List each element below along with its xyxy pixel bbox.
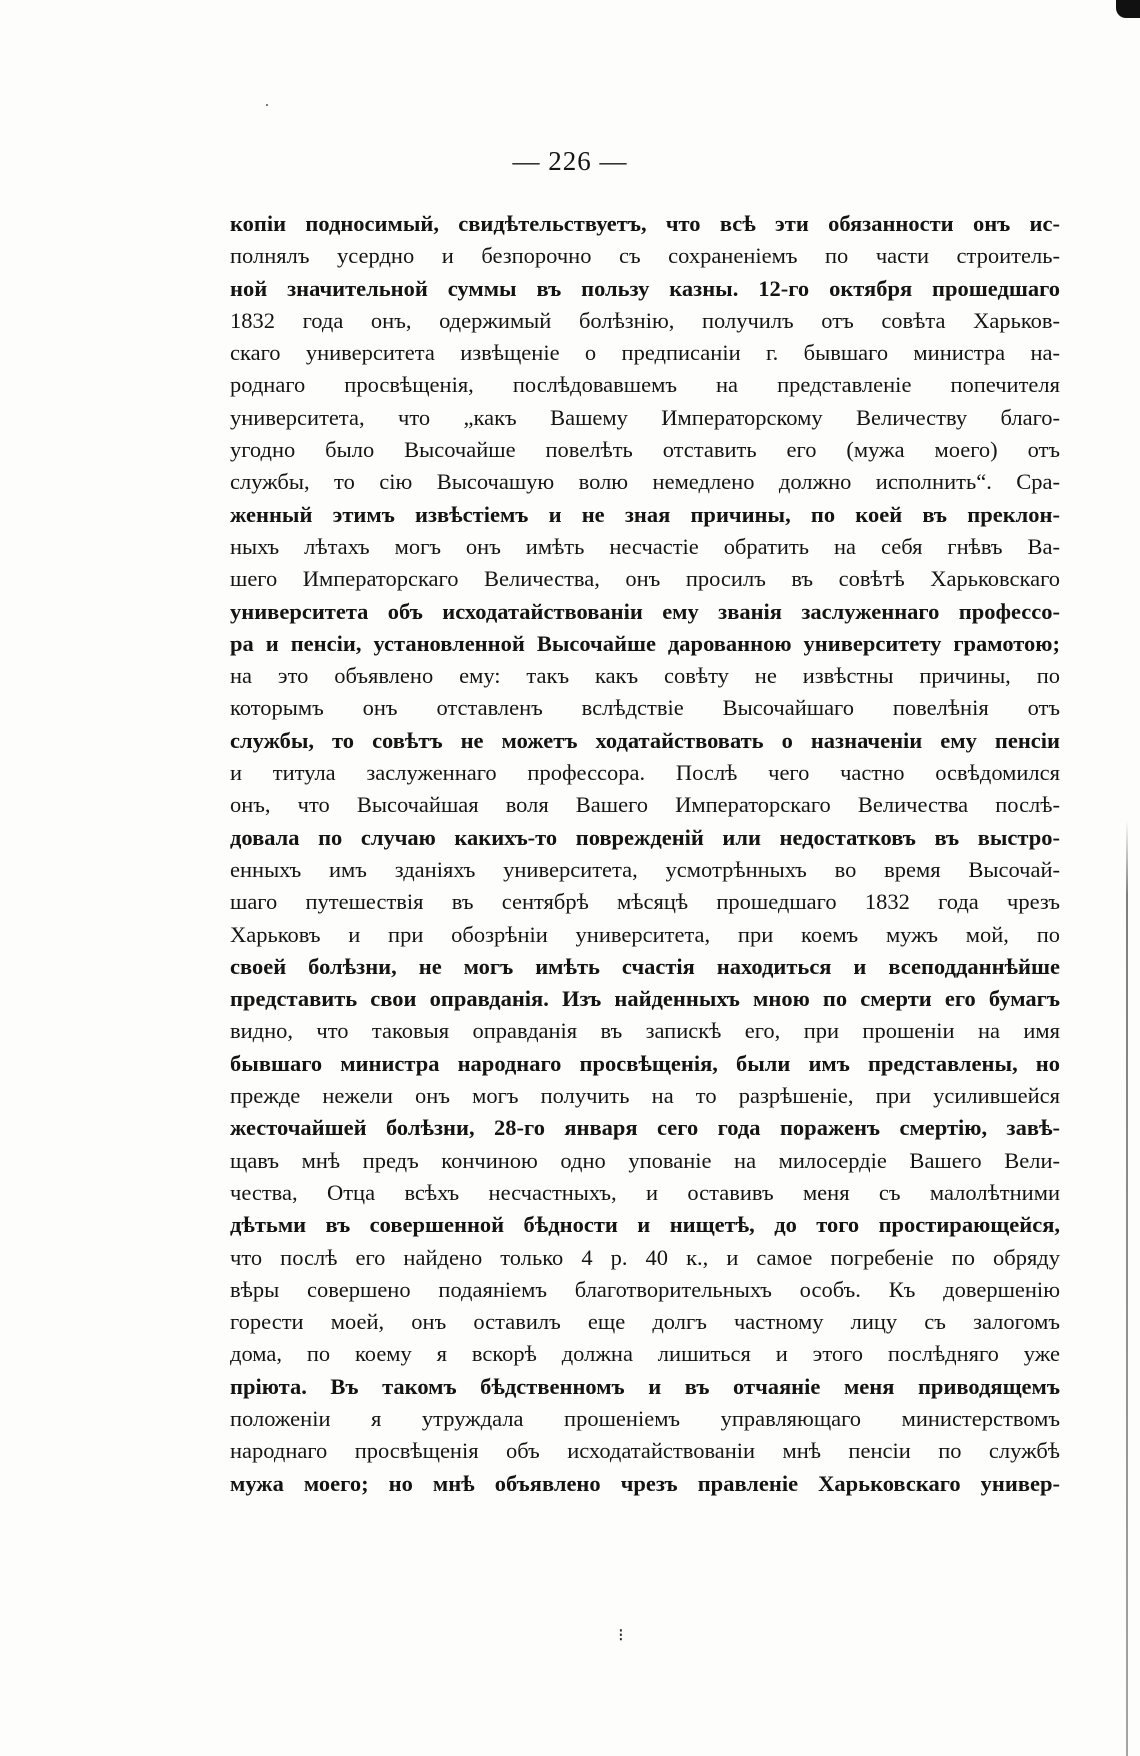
text-line: Харьковъ и при обозрѣніи университета, при коемъ мужъ мой, по — [230, 921, 1060, 947]
text-line: роднаго просвѣщенія, послѣдовавшемъ на представленіе попечителя — [230, 372, 1060, 398]
text-line: дѣтьми въ совершенной бѣдности и нищетѣ, до того простирающейся, — [230, 1212, 1060, 1238]
text-line: женный этимъ извѣстіемъ и не зная причины, по коей въ преклон- — [230, 501, 1060, 527]
text-line: представить свои оправданія. Изъ найденныхъ мною по смерти его бумагъ — [230, 986, 1060, 1012]
text-line: скаго университета извѣщеніе о предписаніи г. бывшаго министра на- — [230, 340, 1060, 366]
text-line: положеніи я утруждала прошеніемъ управляющаго министерствомъ — [230, 1405, 1060, 1431]
text-line: ныхъ лѣтахъ могъ онъ имѣть несчастіе обратить на себя гнѣвъ Ва- — [230, 533, 1060, 559]
text-line: ной значительной суммы въ пользу казны. 12-го октября прошедшаго — [230, 275, 1060, 301]
page-edge-shadow — [1126, 820, 1128, 1756]
text-line: на это объявлено ему: такъ какъ совѣту не извѣстны причины, по — [230, 663, 1060, 689]
text-line: вѣры совершено подаяніемъ благотворительныхъ особъ. Къ довершенію — [230, 1276, 1060, 1302]
text-line: мужа моего; но мнѣ объявлено чрезъ правленіе Харьковскаго универ- — [230, 1470, 1060, 1496]
text-line: дома, по коему я вскорѣ должна лишиться и этого послѣдняго уже — [230, 1341, 1060, 1367]
text-line: копіи подносимый, свидѣтельствуетъ, что всѣ эти обязанности онъ ис- — [230, 211, 1060, 236]
text-line: жесточайшей болѣзни, 28-го января сего года пораженъ смертію, завѣ- — [230, 1115, 1060, 1141]
scan-corner-artifact — [1116, 0, 1140, 18]
text-line: и титула заслуженнаго профессора. Послѣ чего частно освѣдомился — [230, 760, 1060, 786]
text-line: 1832 года онъ, одержимый болѣзнію, получилъ отъ совѣта Харьков- — [230, 307, 1060, 333]
text-line: службы, то совѣтъ не можетъ ходатайствовать о назначеніи ему пенсіи — [230, 727, 1060, 753]
text-line: ра и пенсіи, установленной Высочайше дарованною университету грамотою; — [230, 630, 1060, 656]
text-line: довала по случаю какихъ-то поврежденій или недостатковъ въ выстро- — [230, 824, 1060, 850]
text-line: своей болѣзни, не могъ имѣть счастія находиться и всеподданнѣйше — [230, 953, 1060, 979]
text-line: шаго путешествія въ сентябрѣ мѣсяцѣ прошедшаго 1832 года чрезъ — [230, 889, 1060, 915]
text-line: бывшаго министра народнаго просвѣщенія, были имъ представлены, но — [230, 1050, 1060, 1076]
text-line: енныхъ имъ зданіяхъ университета, усмотрѣнныхъ во время Высочай- — [230, 856, 1060, 882]
page-number: — 226 — — [512, 146, 628, 176]
text-line: шего Императорскаго Величества, онъ просилъ въ совѣтѣ Харьковскаго — [230, 566, 1060, 592]
text-line: народнаго просвѣщенія объ исходатайствованіи мнѣ пенсіи по службѣ — [230, 1438, 1060, 1464]
text-line: угодно было Высочайше повелѣть отставить его (мужа моего) отъ — [230, 437, 1060, 463]
text-line: что послѣ его найдено только 4 р. 40 к., и самое погребеніе по обряду — [230, 1244, 1060, 1270]
text-line: службы, то сію Высочашую волю немедлено должно исполнить“. Сра- — [230, 469, 1060, 495]
text-line: университета, что „какъ Вашему Императорскому Величеству благо- — [230, 404, 1060, 430]
text-line: пріюта. Въ такомъ бѣдственномъ и въ отчаяніе меня приводящемъ — [230, 1373, 1060, 1399]
scan-speck — [266, 104, 268, 106]
text-line: которымъ онъ отставленъ вслѣдствіе Высочайшаго повелѣнія отъ — [230, 695, 1060, 721]
text-line: полнялъ усердно и безпорочно съ сохраненіемъ по части строитель- — [230, 243, 1060, 269]
text-line: прежде нежели онъ могъ получить на то разрѣшеніе, при усилившейся — [230, 1083, 1060, 1109]
text-line: онъ, что Высочайшая воля Вашего Императорскаго Величества послѣ- — [230, 792, 1060, 818]
text-line: щавъ мнѣ предъ кончиною одно упованіе на милосердіе Вашего Вели- — [230, 1147, 1060, 1173]
text-line: чества, Отца всѣхъ несчастныхъ, и оставивъ меня съ малолѣтними — [230, 1179, 1060, 1205]
footer-mark: ⁝ — [618, 1625, 624, 1645]
text-line: университета объ исходатайствованіи ему званія заслуженнаго профессо- — [230, 598, 1060, 624]
text-line: горести моей, онъ оставилъ еще долгъ частному лицу съ залогомъ — [230, 1309, 1060, 1335]
body-text — [230, 208, 1060, 1500]
text-line: видно, что таковыя оправданія въ запискѣ его, при прошеніи на имя — [230, 1018, 1060, 1044]
